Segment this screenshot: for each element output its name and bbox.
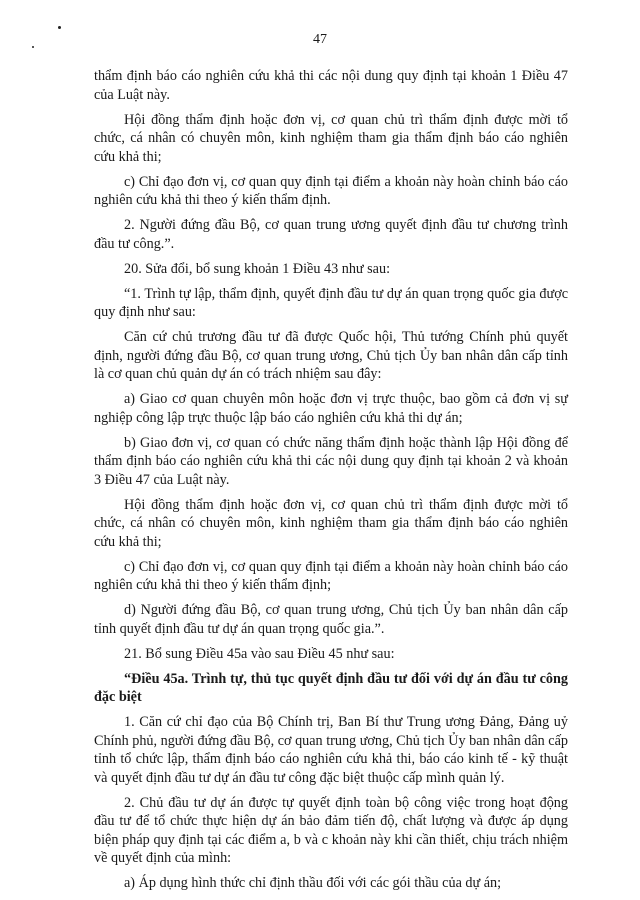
paragraph: 21. Bổ sung Điều 45a vào sau Điều 45 như sau: (124, 645, 395, 662)
scan-speck (58, 26, 61, 29)
paragraph: 1. Căn cứ chỉ đạo của Bộ Chính trị, Ban Bí thư Trung ương Đảng, Đảng uỷ Chính phủ, người đứng đầu Bộ, cơ quan trung ương, Chủ tịch Ủy ban nhân dân cấp tỉnh tổ chức lập, thẩm định báo cáo nghiên cứu khả thi, báo cáo kinh tế - kỹ thuật và quyết định đầu tư dự án đầu tư công đặc biệt thuộc cấp mình quản lý. (94, 714, 568, 786)
paragraph: Hội đồng thẩm định hoặc đơn vị, cơ quan chủ trì thẩm định được mời tổ chức, cá nhân có chuyên môn, kinh nghiệm tham gia thẩm định báo cáo nghiên cứu khả thi; (94, 111, 568, 165)
paragraph: d) Người đứng đầu Bộ, cơ quan trung ương, Chủ tịch Ủy ban nhân dân cấp tỉnh quyết định đầu tư dự án quan trọng quốc gia.”. (94, 602, 568, 637)
paragraph: thẩm định báo cáo nghiên cứu khả thi các nội dung quy định tại khoản 1 Điều 47 của Luật này. (94, 68, 568, 103)
paragraph: Căn cứ chủ trương đầu tư đã được Quốc hội, Thủ tướng Chính phủ quyết định, người đứng đầu Bộ, cơ quan trung ương, Chủ tịch Ủy ban nhân dân cấp tỉnh là cơ quan chủ quản dự án có trách nhiệm sau đây: (94, 329, 568, 382)
paragraph: Hội đồng thẩm định hoặc đơn vị, cơ quan chủ trì thẩm định được mời tổ chức, cá nhân có chuyên môn, kinh nghiệm tham gia thẩm định báo cáo nghiên cứu khả thi; (94, 496, 568, 550)
article-heading: “Điều 45a. Trình tự, thủ tục quyết định đầu tư đối với dự án đầu tư công đặc biệt (94, 670, 568, 705)
page-number: 47 (313, 32, 327, 47)
paragraph: a) Giao cơ quan chuyên môn hoặc đơn vị trực thuộc, bao gồm cả đơn vị sự nghiệp công lập trực thuộc lập báo cáo nghiên cứu khả thi dự án; (94, 391, 568, 426)
paragraph: 2. Người đứng đầu Bộ, cơ quan trung ương quyết định đầu tư chương trình đầu tư công.”. (94, 217, 568, 252)
paragraph: 2. Chủ đầu tư dự án được tự quyết định toàn bộ công việc trong hoạt động đầu tư để tổ chức thực hiện dự án bảo đảm tiến độ, chất lượng và được áp dụng biện pháp quy định tại các điểm a, b và c khoản này khi cần thiết, chịu trách nhiệm về quyết định của mình: (94, 794, 568, 866)
paragraph: b) Giao đơn vị, cơ quan có chức năng thẩm định hoặc thành lập Hội đồng để thẩm định báo cáo nghiên cứu khả thi các nội dung quy định tại khoản 2 và khoản 3 Điều 47 của Luật này. (94, 434, 568, 488)
body-text (94, 67, 568, 899)
paragraph: a) Áp dụng hình thức chỉ định thầu đối với các gói thầu của dự án; (124, 875, 502, 891)
paragraph: c) Chỉ đạo đơn vị, cơ quan quy định tại điểm a khoản này hoàn chỉnh báo cáo nghiên cứu khả thi theo ý kiến thẩm định. (94, 173, 568, 208)
paragraph: c) Chỉ đạo đơn vị, cơ quan quy định tại điểm a khoản này hoàn chỉnh báo cáo nghiên cứu khả thi theo ý kiến thẩm định; (94, 558, 568, 593)
paragraph: 20. Sửa đổi, bổ sung khoản 1 Điều 43 như sau: (124, 260, 391, 277)
paragraph: “1. Trình tự lập, thẩm định, quyết định đầu tư dự án quan trọng quốc gia được quy định như sau: (94, 285, 568, 320)
